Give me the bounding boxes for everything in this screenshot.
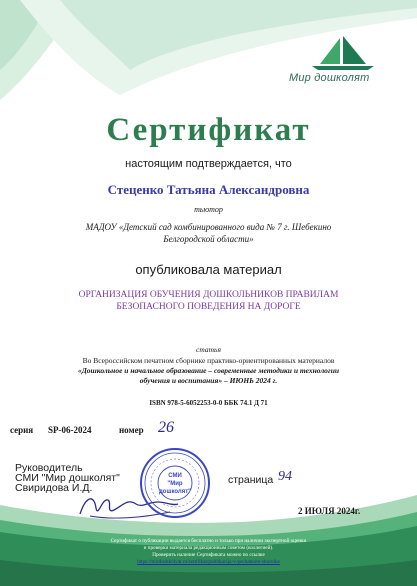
certificate-title: Сертификат bbox=[106, 112, 311, 148]
page-value: 94 bbox=[278, 469, 292, 484]
sailboat-logo-icon bbox=[290, 36, 400, 70]
certificate-subtitle: настоящим подтверждается, что bbox=[125, 158, 292, 170]
organization-line-2: Белгородской области» bbox=[163, 234, 254, 244]
collection-line-2: «Дошкольное и начальное образование – современные методики и технологии bbox=[77, 366, 340, 375]
stamp-seal-icon bbox=[138, 446, 212, 520]
footer-line-2: и проверки материала редакционным советом (коллегией). bbox=[143, 545, 274, 551]
director-media: СМИ "Мир дошколят" bbox=[15, 472, 120, 484]
stamp-text-2: "Мир bbox=[167, 481, 183, 487]
director-name: Свиридова И.Д. bbox=[15, 482, 93, 494]
verification-link[interactable]: https://mirdoshkolyat.ru/sertifikat/publikacija-v-pechatnom-sbornike bbox=[137, 559, 280, 565]
recipient-name: Стеценко Татьяна Александровна bbox=[107, 182, 310, 197]
director-title: Руководитель bbox=[15, 462, 83, 474]
published-label: опубликовала материал bbox=[135, 262, 282, 277]
material-type: статья bbox=[196, 345, 221, 354]
stamp-text-1: СМИ bbox=[168, 473, 182, 479]
material-title-line-1: ОРГАНИЗАЦИЯ ОБУЧЕНИЯ ДОШКОЛЬНИКОВ ПРАВИЛАМ bbox=[78, 290, 339, 300]
number-value: 26 bbox=[158, 419, 174, 436]
series-value: SP-06-2024 bbox=[48, 425, 92, 435]
recipient-position: тьютор bbox=[194, 205, 223, 214]
material-title-line-2: БЕЗОПАСНОГО ПОВЕДЕНИЯ НА ДОРОГЕ bbox=[116, 302, 301, 312]
collection-line-1: Во Всероссийском печатном сборнике практико-ориентированных материалов bbox=[82, 356, 335, 365]
page-label: страница bbox=[228, 474, 274, 486]
number-label: номер bbox=[119, 425, 144, 435]
material-title bbox=[0, 289, 417, 313]
logo-text: Мир дошколят bbox=[289, 72, 370, 84]
footer-note bbox=[0, 538, 417, 566]
organization-line-1: МАДОУ «Детский сад комбинированного вида № 7 г. Шебекино bbox=[85, 222, 332, 232]
series-label: серия bbox=[10, 425, 34, 435]
organization bbox=[0, 221, 417, 245]
isbn-line: ISBN 978-5-6052253-0-0 ББК 74.1 Д 71 bbox=[149, 399, 268, 407]
collection-title bbox=[0, 366, 417, 386]
footer-line-1: Сертификат о публикации выдается бесплатно и только при наличии экспертной оценки bbox=[110, 538, 307, 544]
footer-line-3: Проверить наличие Сертификата можно по ссылке bbox=[152, 552, 265, 558]
stamp-text-3: дошколят" bbox=[158, 489, 192, 495]
issue-date: 2 ИЮЛЯ 2024г. bbox=[298, 506, 361, 516]
collection-line-3: обучения и воспитания» – ИЮНЬ 2024 г. bbox=[139, 376, 278, 385]
